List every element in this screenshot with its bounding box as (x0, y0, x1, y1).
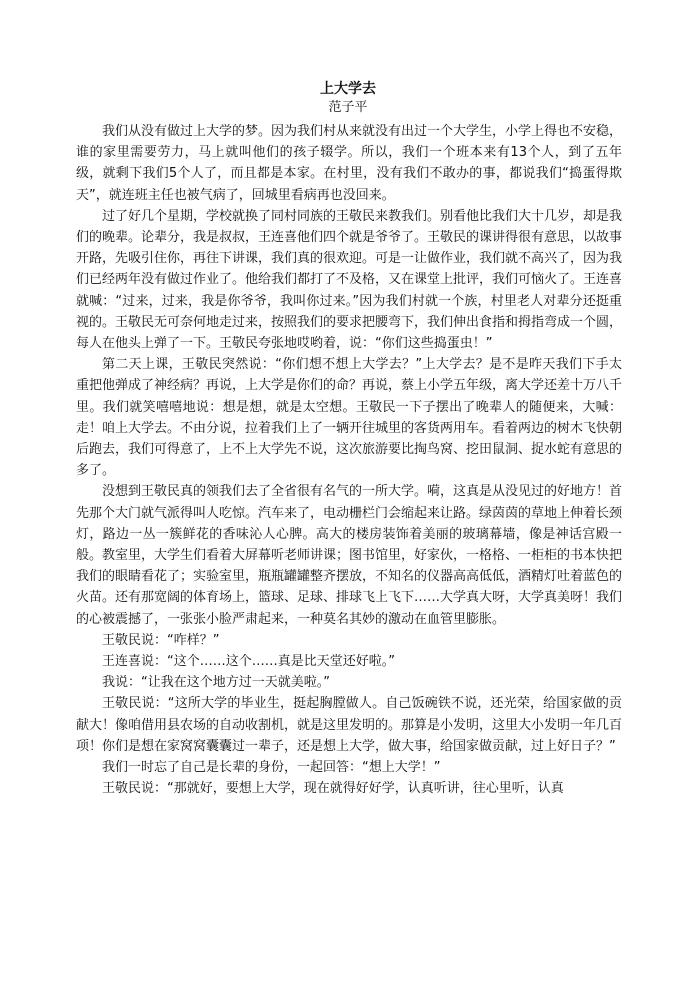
paragraph: 王敬民说：“这所大学的毕业生，挺起胸膛做人。自己饭碗铁不说，还光荣，给国家做的贡献大！像咱借用县农场的自动收割机，就是这里发明的。那算是小发明，这里大小发明一年几百项！你们是想在家窝窝囊囊过一辈子，还是想上大学，做大事，给国家做贡献，过上好日子？” (76, 696, 623, 754)
paragraph: 王敬民说：“咋样？” (102, 632, 220, 648)
paragraph: 没想到王敬民真的领我们去了全省很有名气的一所大学。嗬，这真是从没见过的好地方！首先那个大门就气派得叫人吃惊。汽车来了，电动栅栏门会缩起来让路。绿茵茵的草地上伸着长颈灯，路边一丛一簇鲜花的香味沁人心脾。高大的楼房装饰着美丽的玻璃幕墙，像是神话宫殿一般。教室里，大学生们看着大屏幕听老师讲课；图书馆里，好家伙，一格格、一柜柜的书本快把我们的眼睛看花了；实验室里，瓶瓶罐罐整齐摆放，不知名的仪器高高低低，酒精灯吐着蓝色的火苗。还有那宽阔的体育场上，篮球、足球、排球飞上飞下……大学真大呀，大学真美呀！我们的心被震撼了，一张张小脸严肃起来，一种莫名其妙的激动在血管里膨胀。 (76, 484, 623, 627)
paragraph: 过了好几个星期，学校就换了同村同族的王敬民来教我们。别看他比我们大十几岁，却是我们的晚辈。论辈分，我是叔叔，王连喜他们四个就是爷爷了。王敬民的课讲得很有意思，以故事开路，先吸引住你，再往下讲课，我们真的很欢迎。可是一让做作业，我们就不高兴了，因为我们已经两年没有做过作业了。他给我们都打了不及格，又在课堂上批评，我们可恼火了。王连喜就喊：“过来，过来，我是你爷爷，我叫你过来。”因为我们村就一个族，村里老人对辈分还挺重视的。王敬民无可奈何地走过来，按照我们的要求把腰弯下，我们伸出食指和拇指弯成一个圆，每人在他头上弹了一下。王敬民夸张地哎哟着，说：“你们这些捣蛋虫！” (76, 208, 623, 352)
document-title: 上大学去 (320, 81, 376, 97)
paragraph: 我们一时忘了自己是长辈的身份，一起回答：“想上大学！” (102, 760, 441, 776)
paragraph: 第二天上课，王敬民突然说：“你们想不想上大学去？”上大学去？是不是昨天我们下手太重把他弹成了神经病？再说，上大学是你们的命？再说，蔡上小学五年级，离大学还差十万八千里。我们就笑嘻嘻地说：想是想，就是太空想。王敬民一下子摆出了晚辈人的随便来，大喊：走！咱上大学去。不由分说，拉着我们上了一辆开往城里的客货两用车。看着两边的树木飞快朝后跑去，我们可得意了，上不上大学先不说，这次旅游要比掏鸟窝、挖田鼠洞、捉水蛇有意思的多了。 (76, 357, 623, 479)
document-body (76, 121, 622, 800)
paragraph: 我说：“让我在这个地方过一天就美啦。” (102, 675, 330, 691)
paragraph: 王敬民说：“那就好，要想上大学，现在就得好好学，认真听讲，往心里听，认真 (102, 781, 564, 797)
paragraph: 我们从没有做过上大学的梦。因为我们村从来就没有出过一个大学生，小学上得也不安稳，谁的家里需要劳力，马上就叫他们的孩子辍学。所以，我们一个班本来有13个人，到了五年级，就剩下我们5个人了，而且都是本家。在村里，没有我们不敢办的事，都说我们“捣蛋得欺天”，就连班主任也被气病了，回城里看病再也没回来。 (76, 124, 623, 203)
document-author: 范子平 (328, 100, 368, 115)
paragraph: 王连喜说：“这个……这个……真是比天堂还好啦。” (102, 654, 395, 670)
